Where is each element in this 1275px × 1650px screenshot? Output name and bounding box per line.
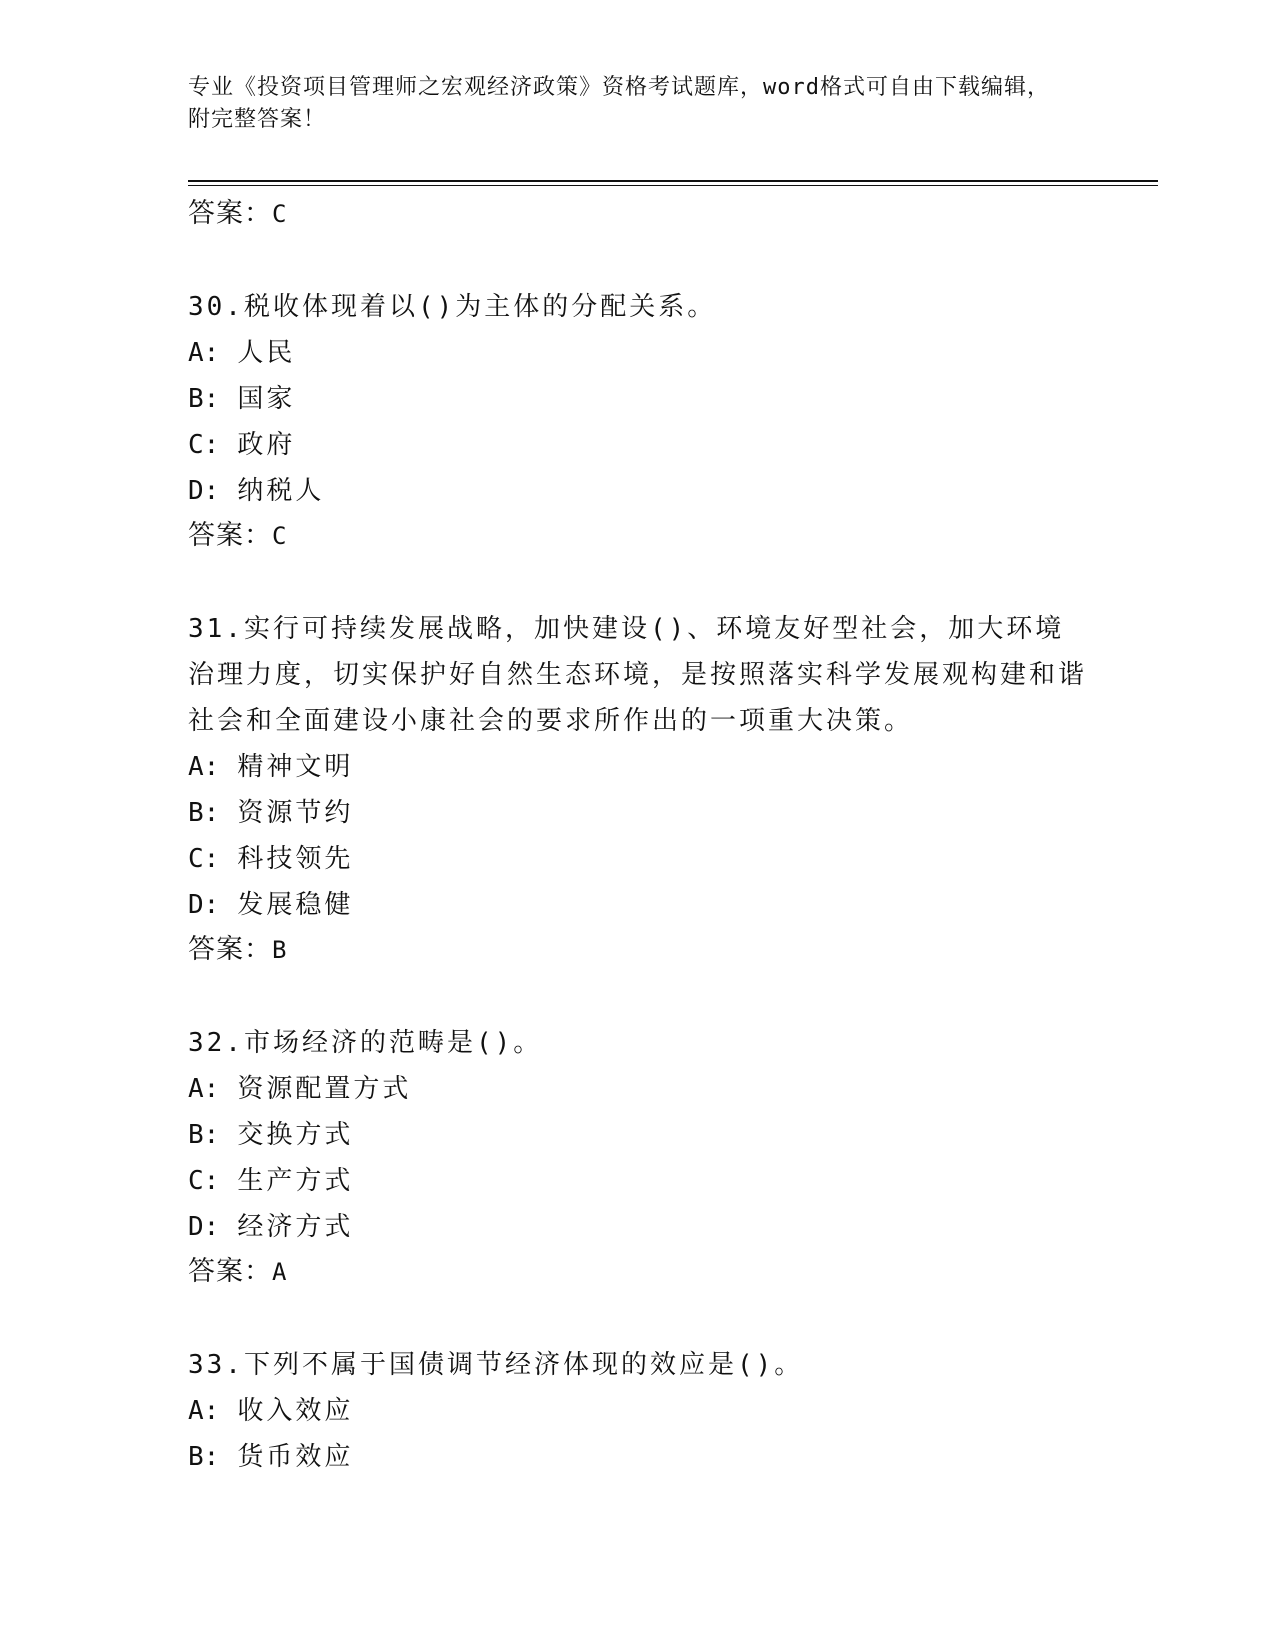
header-divider-thin <box>188 185 1158 186</box>
option-letter: B <box>188 798 204 828</box>
answer-value: B <box>272 936 288 964</box>
option-text: 经济方式 <box>237 1212 354 1242</box>
answer-value: A <box>272 1258 288 1286</box>
option-text: 收入效应 <box>237 1396 354 1426</box>
option-a: A: 收入效应 <box>188 1396 354 1426</box>
question-number: 30. <box>188 292 244 322</box>
question-number: 31. <box>188 614 244 644</box>
option-c: C: 生产方式 <box>188 1166 354 1196</box>
option-c: C: 政府 <box>188 430 296 460</box>
option-a: A: 人民 <box>188 338 296 368</box>
question-block <box>188 284 1088 558</box>
option-text: 生产方式 <box>237 1166 354 1196</box>
option-text: 货币效应 <box>237 1442 354 1472</box>
answer-label: 答案： <box>188 198 272 229</box>
option-text: 人民 <box>237 338 296 368</box>
question-number: 33. <box>188 1350 244 1380</box>
option-letter: B <box>188 384 204 414</box>
option-letter: B <box>188 1442 204 1472</box>
option-letter: C <box>188 430 204 460</box>
option-text: 精神文明 <box>237 752 354 782</box>
option-text: 纳税人 <box>237 476 325 506</box>
question-text: 30.税收体现着以()为主体的分配关系。 <box>188 292 717 322</box>
option-d: D: 发展稳健 <box>188 890 354 920</box>
answer-value: C <box>272 200 288 228</box>
option-letter: B <box>188 1120 204 1150</box>
option-d: D: 经济方式 <box>188 1212 354 1242</box>
option-letter: D <box>188 476 204 506</box>
option-letter: D <box>188 1212 204 1242</box>
option-b: B: 货币效应 <box>188 1442 354 1472</box>
option-a: A: 资源配置方式 <box>188 1074 412 1104</box>
option-c: C: 科技领先 <box>188 844 354 874</box>
option-text: 政府 <box>237 430 296 460</box>
option-letter: A <box>188 338 204 368</box>
option-text: 科技领先 <box>237 844 354 874</box>
option-b: B: 资源节约 <box>188 798 354 828</box>
document-header: 专业《投资项目管理师之宏观经济政策》资格考试题库，word格式可自由下载编辑，附完整答案！ <box>188 75 1050 132</box>
option-letter: A <box>188 1074 204 1104</box>
option-b: B: 国家 <box>188 384 296 414</box>
option-letter: A <box>188 752 204 782</box>
question-number: 32. <box>188 1028 244 1058</box>
question-text: 31.实行可持续发展战略，加快建设()、环境友好型社会，加大环境治理力度，切实保护好自然生态环境，是按照落实科学发展观构建和谐社会和全面建设小康社会的要求所作出的一项重大决策。 <box>188 614 1088 736</box>
answer-line <box>188 1250 1088 1294</box>
option-text: 资源配置方式 <box>237 1074 412 1104</box>
answer-label: 答案： <box>188 520 272 551</box>
option-text: 交换方式 <box>237 1120 354 1150</box>
option-a: A: 精神文明 <box>188 752 354 782</box>
option-letter: A <box>188 1396 204 1426</box>
answer-line <box>188 192 1088 236</box>
option-text: 资源节约 <box>237 798 354 828</box>
question-block <box>188 1020 1088 1294</box>
question-list <box>188 192 1088 1480</box>
question-block <box>188 1342 1088 1480</box>
option-letter: D <box>188 890 204 920</box>
header-divider <box>188 180 1158 182</box>
answer-label: 答案： <box>188 1256 272 1287</box>
question-block <box>188 606 1088 972</box>
option-letter: C <box>188 1166 204 1196</box>
option-letter: C <box>188 844 204 874</box>
answer-value: C <box>272 522 288 550</box>
answer-line <box>188 928 1088 972</box>
option-text: 国家 <box>237 384 296 414</box>
option-text: 发展稳健 <box>237 890 354 920</box>
question-text: 33.下列不属于国债调节经济体现的效应是()。 <box>188 1350 804 1380</box>
question-text: 32.市场经济的范畴是()。 <box>188 1028 543 1058</box>
option-d: D: 纳税人 <box>188 476 325 506</box>
answer-label: 答案： <box>188 934 272 965</box>
answer-line <box>188 514 1088 558</box>
option-b: B: 交换方式 <box>188 1120 354 1150</box>
